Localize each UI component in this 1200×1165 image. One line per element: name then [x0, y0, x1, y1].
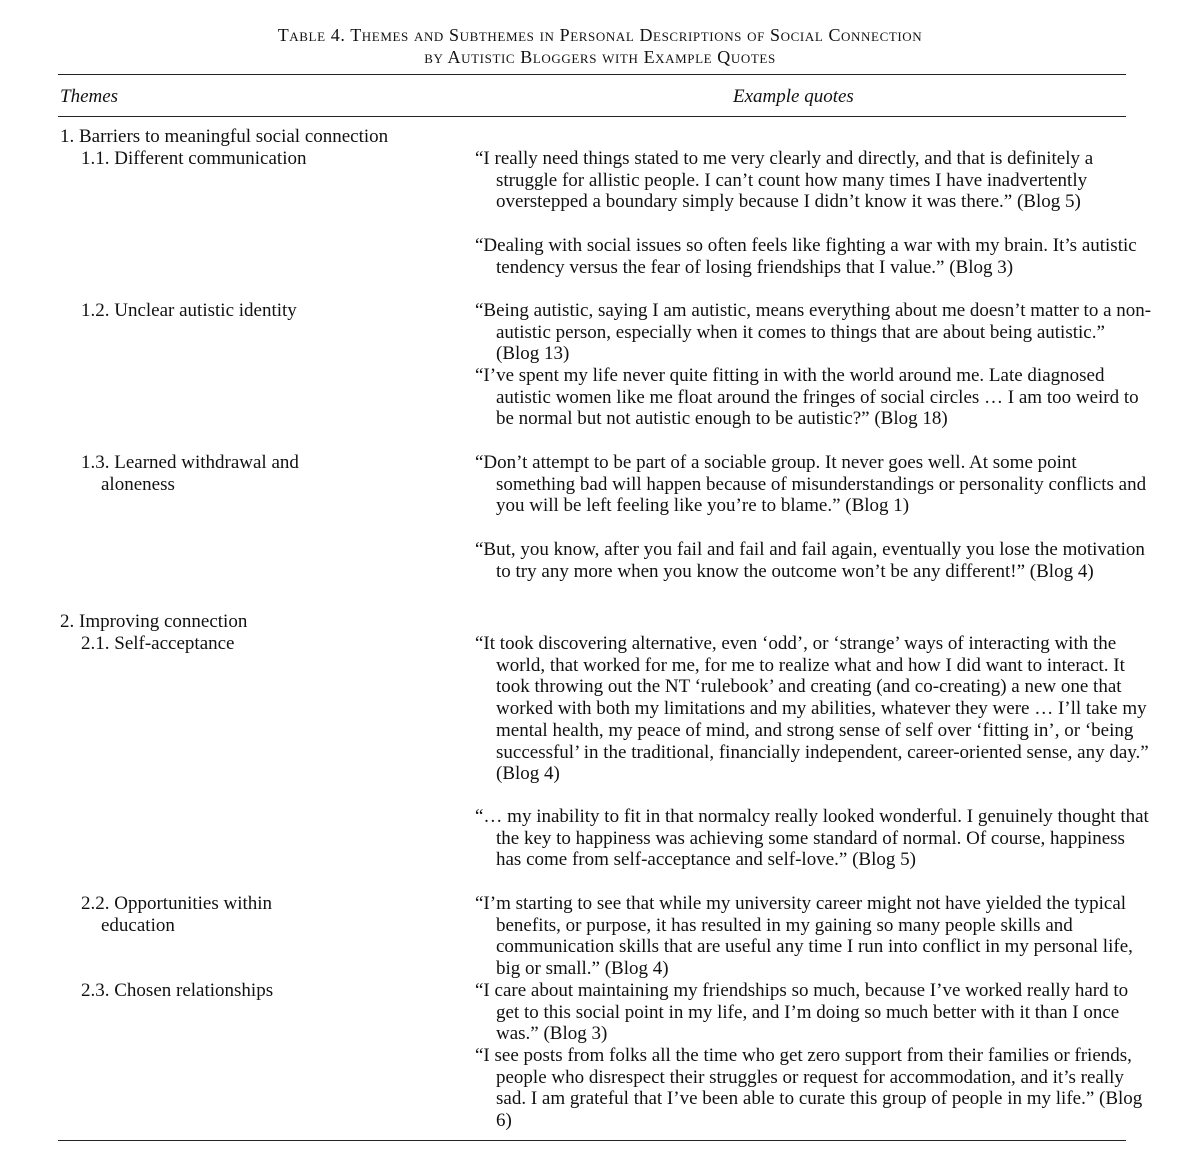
- header-themes: Themes: [60, 86, 119, 107]
- quote-2-2-a: “I’m starting to see that while my university career might not have yielded the typical benefits, or purpose, it has resulted in my gaining so many people skills and communication skills that are useful any time I run into conflict in my personal life, big or small.” (Blog 4): [475, 893, 1133, 980]
- caption-line-2: by Autistic Bloggers with Example Quotes: [424, 47, 776, 67]
- quote-1-2-b: “I’ve spent my life never quite fitting in with the world around me. Late diagnosed autistic women like me float around the fringes of social circles … I am too weird to be normal but not autistic enough to be autistic?” (Blog 18): [475, 365, 1139, 430]
- quote-1-3-b: “But, you know, after you fail and fail and fail again, eventually you lose the motivation to try any more when you know the outcome won’t be any different!” (Blog 4): [475, 539, 1145, 582]
- quote-1-1-b: “Dealing with social issues so often feels like fighting a war with my brain. It’s autistic tendency versus the fear of losing friendships that I value.” (Blog 3): [475, 235, 1137, 278]
- quote-2-1-b: “… my inability to fit in that normalcy really looked wonderful. I genuinely thought that the key to happiness was achieving some standard of normal. Of course, happiness has come from self-acceptance and self-love.” (Blog 5): [475, 806, 1149, 871]
- quote-2-3-a: “I care about maintaining my friendships so much, because I’ve worked really hard to get to this social point in my life, and I’m doing so much better with it than I once was.” (Blog 3): [475, 980, 1129, 1045]
- top-rule: [58, 74, 1126, 75]
- theme-1: 1. Barriers to meaningful social connection: [60, 126, 389, 147]
- quote-2-3-b: “I see posts from folks all the time who get zero support from their families or friends, people who disrespect their struggles or request for accommodation, and it’s really sad. I am grateful that I’ve been able to curate this group of people in my life.” (Blog 6): [475, 1045, 1143, 1132]
- theme-2: 2. Improving connection: [60, 611, 248, 632]
- subtheme-2-2: 2.2. Opportunities within education: [81, 893, 273, 936]
- quote-2-1-a: “It took discovering alternative, even ‘odd’, or ‘strange’ ways of interacting with the world, that worked for me, for me to realize what and how I did want to interact. It took throwing out the NT ‘rulebook’ and creating (and co-creating) a new one that worked with both my limitations and my abilities, whatever they were … I’ll take my mental health, my peace of mind, and strong sense of self over ‘fitting in’, or ‘being successful’ in the traditional, financially independent, career-oriented sense, any day.” (Blog 4): [475, 633, 1149, 785]
- subtheme-1-3: 1.3. Learned withdrawal and aloneness: [81, 452, 299, 495]
- quote-1-2-a: “Being autistic, saying I am autistic, means everything about me doesn’t matter to a non-autistic person, especially when it comes to things that are about being autistic.” (Blog 13): [475, 300, 1152, 365]
- caption-line-1: Table 4. Themes and Subthemes in Personal Descriptions of Social Connection: [277, 25, 923, 45]
- subtheme-1-1: 1.1. Different communication: [81, 148, 307, 169]
- quote-1-3-a: “Don’t attempt to be part of a sociable group. It never goes well. At some point something bad will happen because of misunderstandings or personality conflicts and you will be left feeling like you’re to blame.” (Blog 1): [475, 452, 1147, 517]
- subtheme-2-3: 2.3. Chosen relationships: [81, 980, 274, 1001]
- table-caption: [0, 24, 1200, 68]
- subtheme-1-2: 1.2. Unclear autistic identity: [81, 300, 297, 321]
- quote-1-1-a: “I really need things stated to me very clearly and directly, and that is definitely a struggle for allistic people. I can’t count how many times I have inadvertently overstepped a boundary simply because I didn’t know it was there.” (Blog 5): [475, 148, 1094, 213]
- header-rule: [58, 116, 1126, 117]
- header-example-quotes: Example quotes: [733, 86, 854, 107]
- bottom-rule: [58, 1140, 1126, 1141]
- subtheme-2-1: 2.1. Self-acceptance: [81, 633, 235, 654]
